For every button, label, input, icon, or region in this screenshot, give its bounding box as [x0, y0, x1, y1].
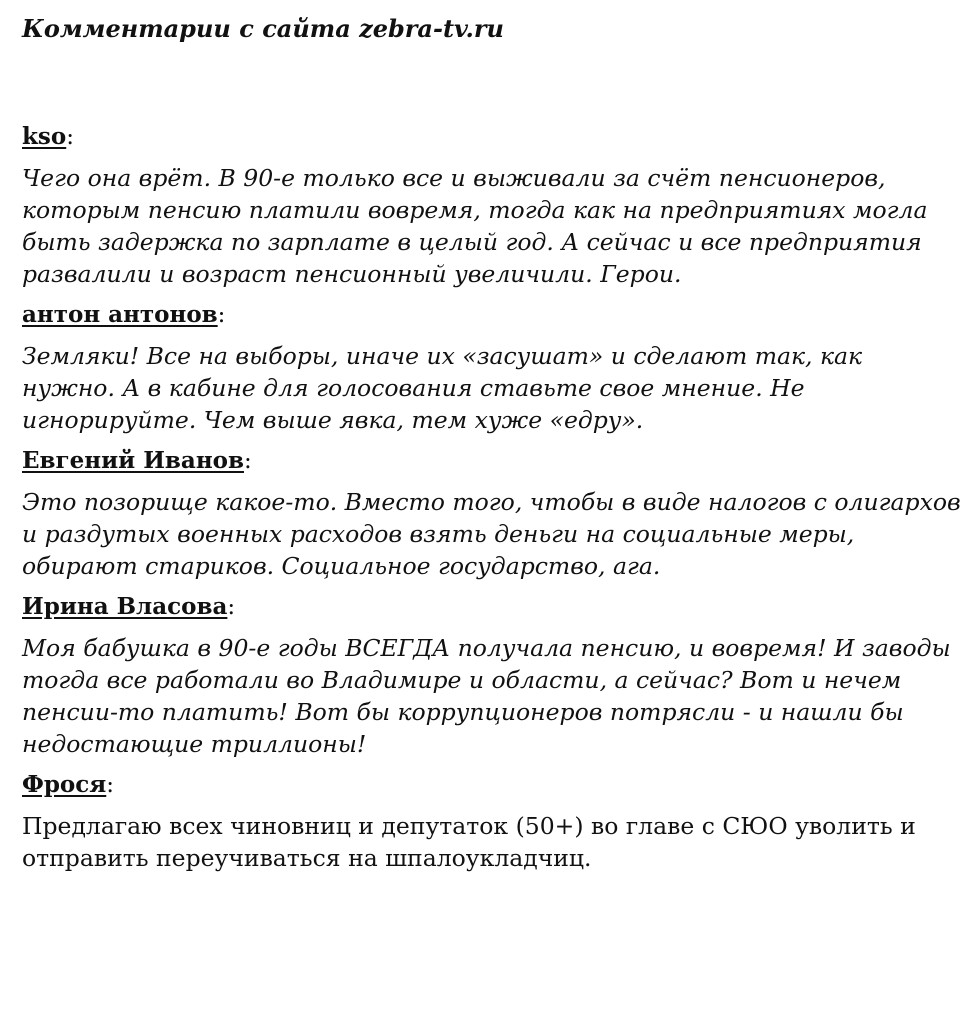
comment-author: антон антонов	[22, 301, 218, 328]
comment-text: Это позорище какое-то. Вместо того, чтобы в виде налогов с олигархов и раздутых военных расходов взять деньги на социальные меры, обирают стариков. Социальное государство, ага.	[22, 488, 961, 580]
comment-author: kso	[22, 123, 67, 150]
comment-author-line	[22, 300, 962, 330]
comment-author-line	[22, 770, 962, 800]
comment-text: Чего она врёт. В 90-е только все и выживали за счёт пенсионеров, которым пенсию платили вовремя, тогда как на предприятиях могла быть задержка по зарплате в целый год. А сейчас и все предприятия развалили и возраст пенсионный увеличили. Герои.	[22, 164, 928, 288]
author-separator: :	[227, 594, 236, 620]
comment-5	[22, 770, 962, 874]
comment-author: Ирина Власова	[22, 593, 228, 620]
comment-author-line	[22, 446, 962, 476]
comment-author: Евгений Иванов	[22, 447, 244, 474]
author-separator: :	[243, 448, 252, 474]
comment-author-line	[22, 592, 962, 622]
comment-text: Моя бабушка в 90-е годы ВСЕГДА получала пенсию, и вовремя! И заводы тогда все работали во Владимире и области, а сейчас? Вот и нечем пенсии-то платить! Вот бы коррупционеров потрясли - и нашли бы недостающие триллионы!	[22, 634, 951, 758]
comment-1	[22, 122, 962, 290]
comment-author: Фрося	[22, 771, 107, 798]
comment-text: Земляки! Все на выборы, иначе их «засушат» и сделают так, как нужно. А в кабине для голосования ставьте свое мнение. Не игнорируйте. Чем выше явка, тем хуже «едру».	[22, 342, 863, 434]
comment-text: Предлагаю всех чиновниц и депутаток (50+) во главе с СЮО уволить и отправить переучиваться на шпалоукладчиц.	[22, 812, 916, 872]
author-separator: :	[66, 124, 74, 150]
comment-author-line	[22, 122, 962, 152]
document	[22, 12, 962, 874]
author-separator: :	[217, 302, 226, 328]
comment-4	[22, 592, 962, 760]
comment-3	[22, 446, 962, 582]
comment-2	[22, 300, 962, 436]
author-separator: :	[106, 772, 114, 798]
page-title: Комментарии с сайта zebra-tv.ru	[22, 14, 505, 43]
